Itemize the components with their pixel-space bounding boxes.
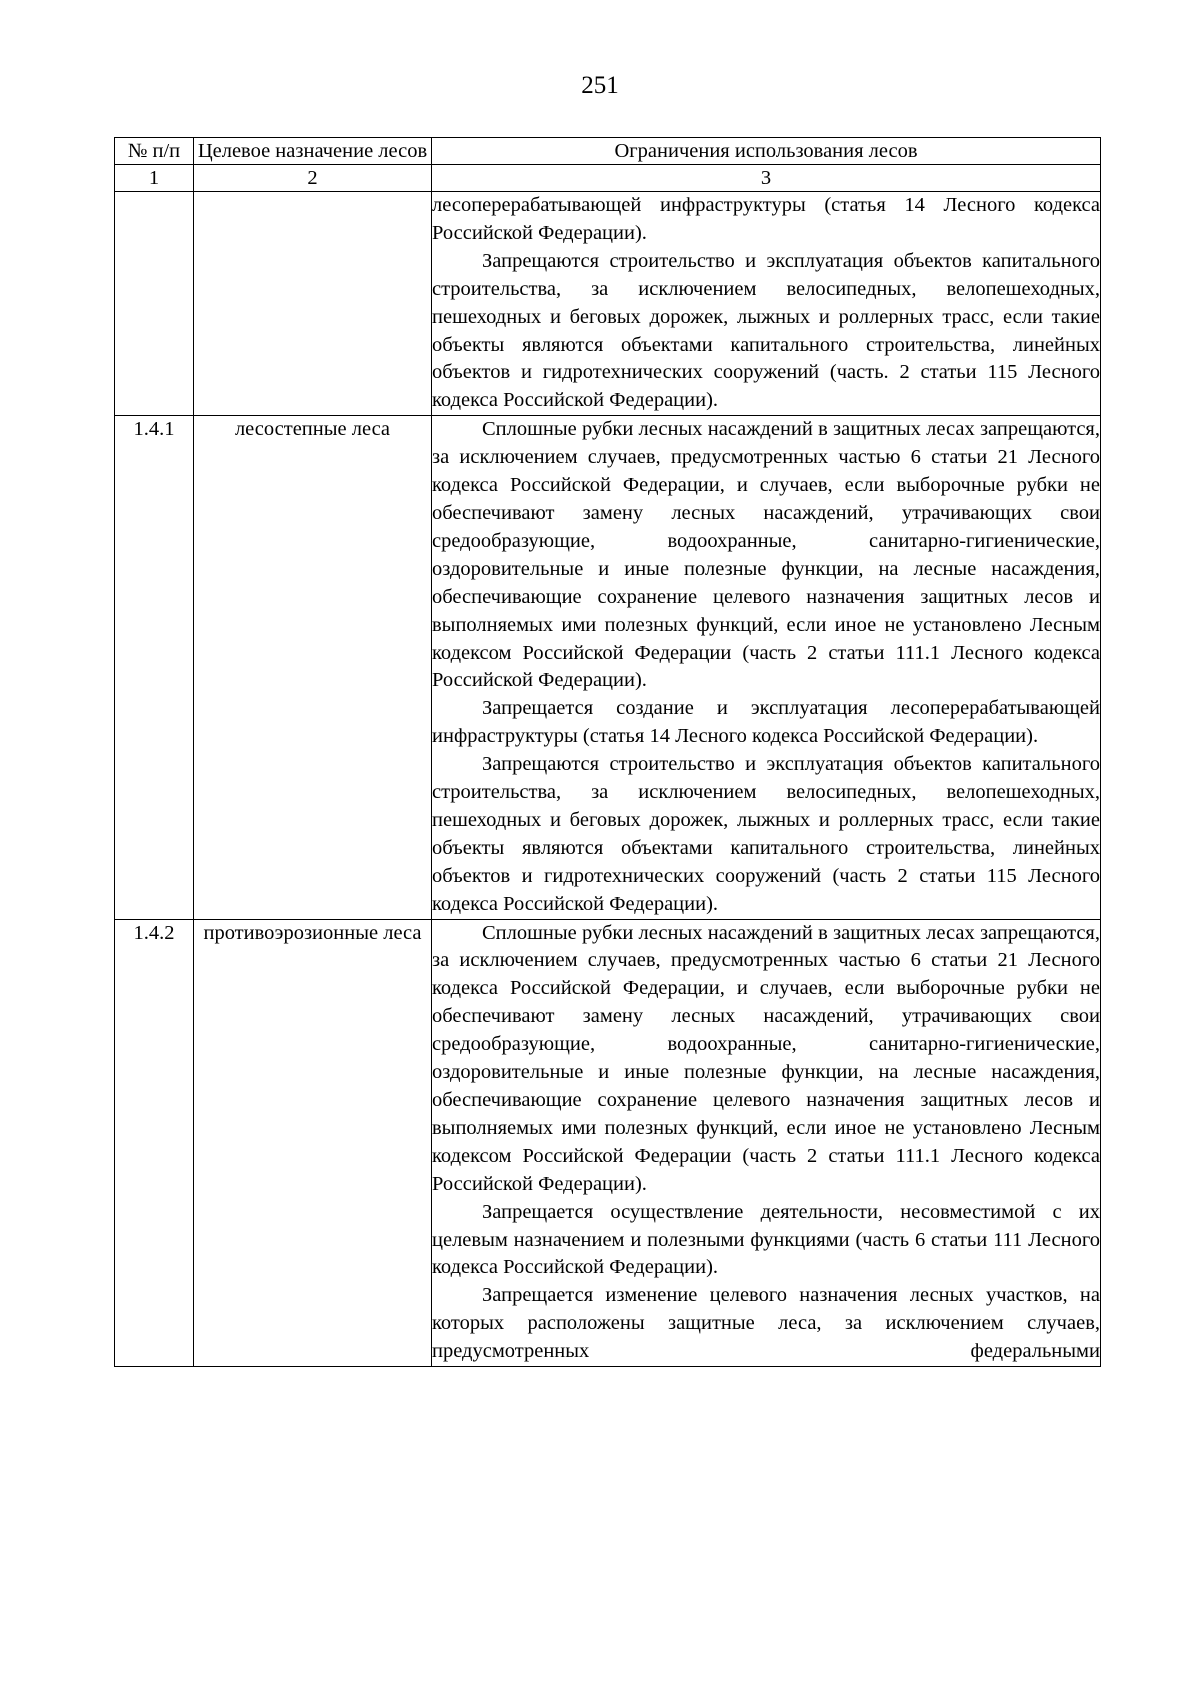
header-number: № п/п [115,138,194,165]
restriction-paragraph: Запрещается изменение целевого назначения лесных участков, на которых расположены защитные леса, за исключением случаев, предусмотренных федеральными [432,1284,1100,1363]
header-purpose: Целевое назначение лесов [194,138,432,165]
row-number [115,192,194,416]
restriction-paragraph: Запрещаются строительство и эксплуатация объектов капитального строительства, за исключением велосипедных, велопешеходных, пешеходных и беговых дорожек, лыжных и роллерных трасс, если такие объекты являются объектами капитального строительства, линейных объектов и гидротехнических сооружений (часть 2 статьи 115 Лесного кодекса Российской Федерации). [432,753,1100,915]
table-row [115,919,1101,1367]
row-restrictions [432,192,1101,416]
restriction-paragraph: Запрещаются строительство и эксплуатация объектов капитального строительства, за исключением велосипедных, велопешеходных, пешеходных и беговых дорожек, лыжных и роллерных трасс, если такие объекты являются объектами капитального строительства, линейных объектов и гидротехнических сооружений (часть. 2 статьи 115 Лесного кодекса Российской Федерации). [432,249,1100,412]
row-purpose [194,192,432,416]
table-row [115,192,1101,416]
column-number-1: 1 [115,165,194,192]
row-number: 1.4.2 [115,919,194,1367]
restriction-paragraph: Сплошные рубки лесных насаждений в защитных лесах запрещаются, за исключением случаев, предусмотренных частью 6 статьи 21 Лесного кодекса Российской Федерации, и случаев, если выборочные рубки не обеспечивают замену лесных насаждений, утрачивающих свои средообразующие, водоохранные, санитарно-гигиенические, оздоровительные и иные полезные функции, на лесные насаждения, обеспечивающие сохранение целевого назначения защитных лесов и выполняемых ими полезных функций, если иное не установлено Лесным кодексом Российской Федерации (часть 2 статьи 111.1 Лесного кодекса Российской Федерации). [432,921,1100,1195]
column-number-2: 2 [194,165,432,192]
table-row [115,416,1101,919]
restriction-paragraph: Сплошные рубки лесных насаждений в защитных лесах запрещаются, за исключением случаев, предусмотренных частью 6 статьи 21 Лесного кодекса Российской Федерации, и случаев, если выборочные рубки не обеспечивают замену лесных насаждений, утрачивающих свои средообразующие, водоохранные, санитарно-гигиенические, оздоровительные и иные полезные функции, на лесные насаждения, обеспечивающие сохранение целевого назначения защитных лесов и выполняемых ими полезных функций, если иное не установлено Лесным кодексом Российской Федерации (часть 2 статьи 111.1 Лесного кодекса Российской Федерации). [432,418,1100,692]
header-restrictions: Ограничения использования лесов [432,138,1101,165]
page-number: 251 [581,72,619,99]
restriction-paragraph: Запрещается осуществление деятельности, несовместимой с их целевым назначением и полезными функциями (часть 6 статьи 111 Лесного кодекса Российской Федерации). [432,1200,1100,1279]
restrictions-table [114,137,1101,1367]
restriction-paragraph: лесоперерабатывающей инфраструктуры (статья 14 Лесного кодекса Российской Федерации). [432,194,1100,244]
row-restrictions [432,416,1101,919]
table-column-numbers-row [115,165,1101,192]
column-number-3: 3 [432,165,1101,192]
table-header [115,138,1101,192]
row-purpose: лесостепные леса [194,416,432,919]
row-purpose: противоэрозионные леса [194,919,432,1367]
table-header-row [115,138,1101,165]
table-body [115,192,1101,1367]
restriction-paragraph: Запрещается создание и эксплуатация лесоперерабатывающей инфраструктуры (статья 14 Лесного кодекса Российской Федерации). [432,697,1100,748]
row-restrictions [432,919,1101,1367]
row-number: 1.4.1 [115,416,194,919]
